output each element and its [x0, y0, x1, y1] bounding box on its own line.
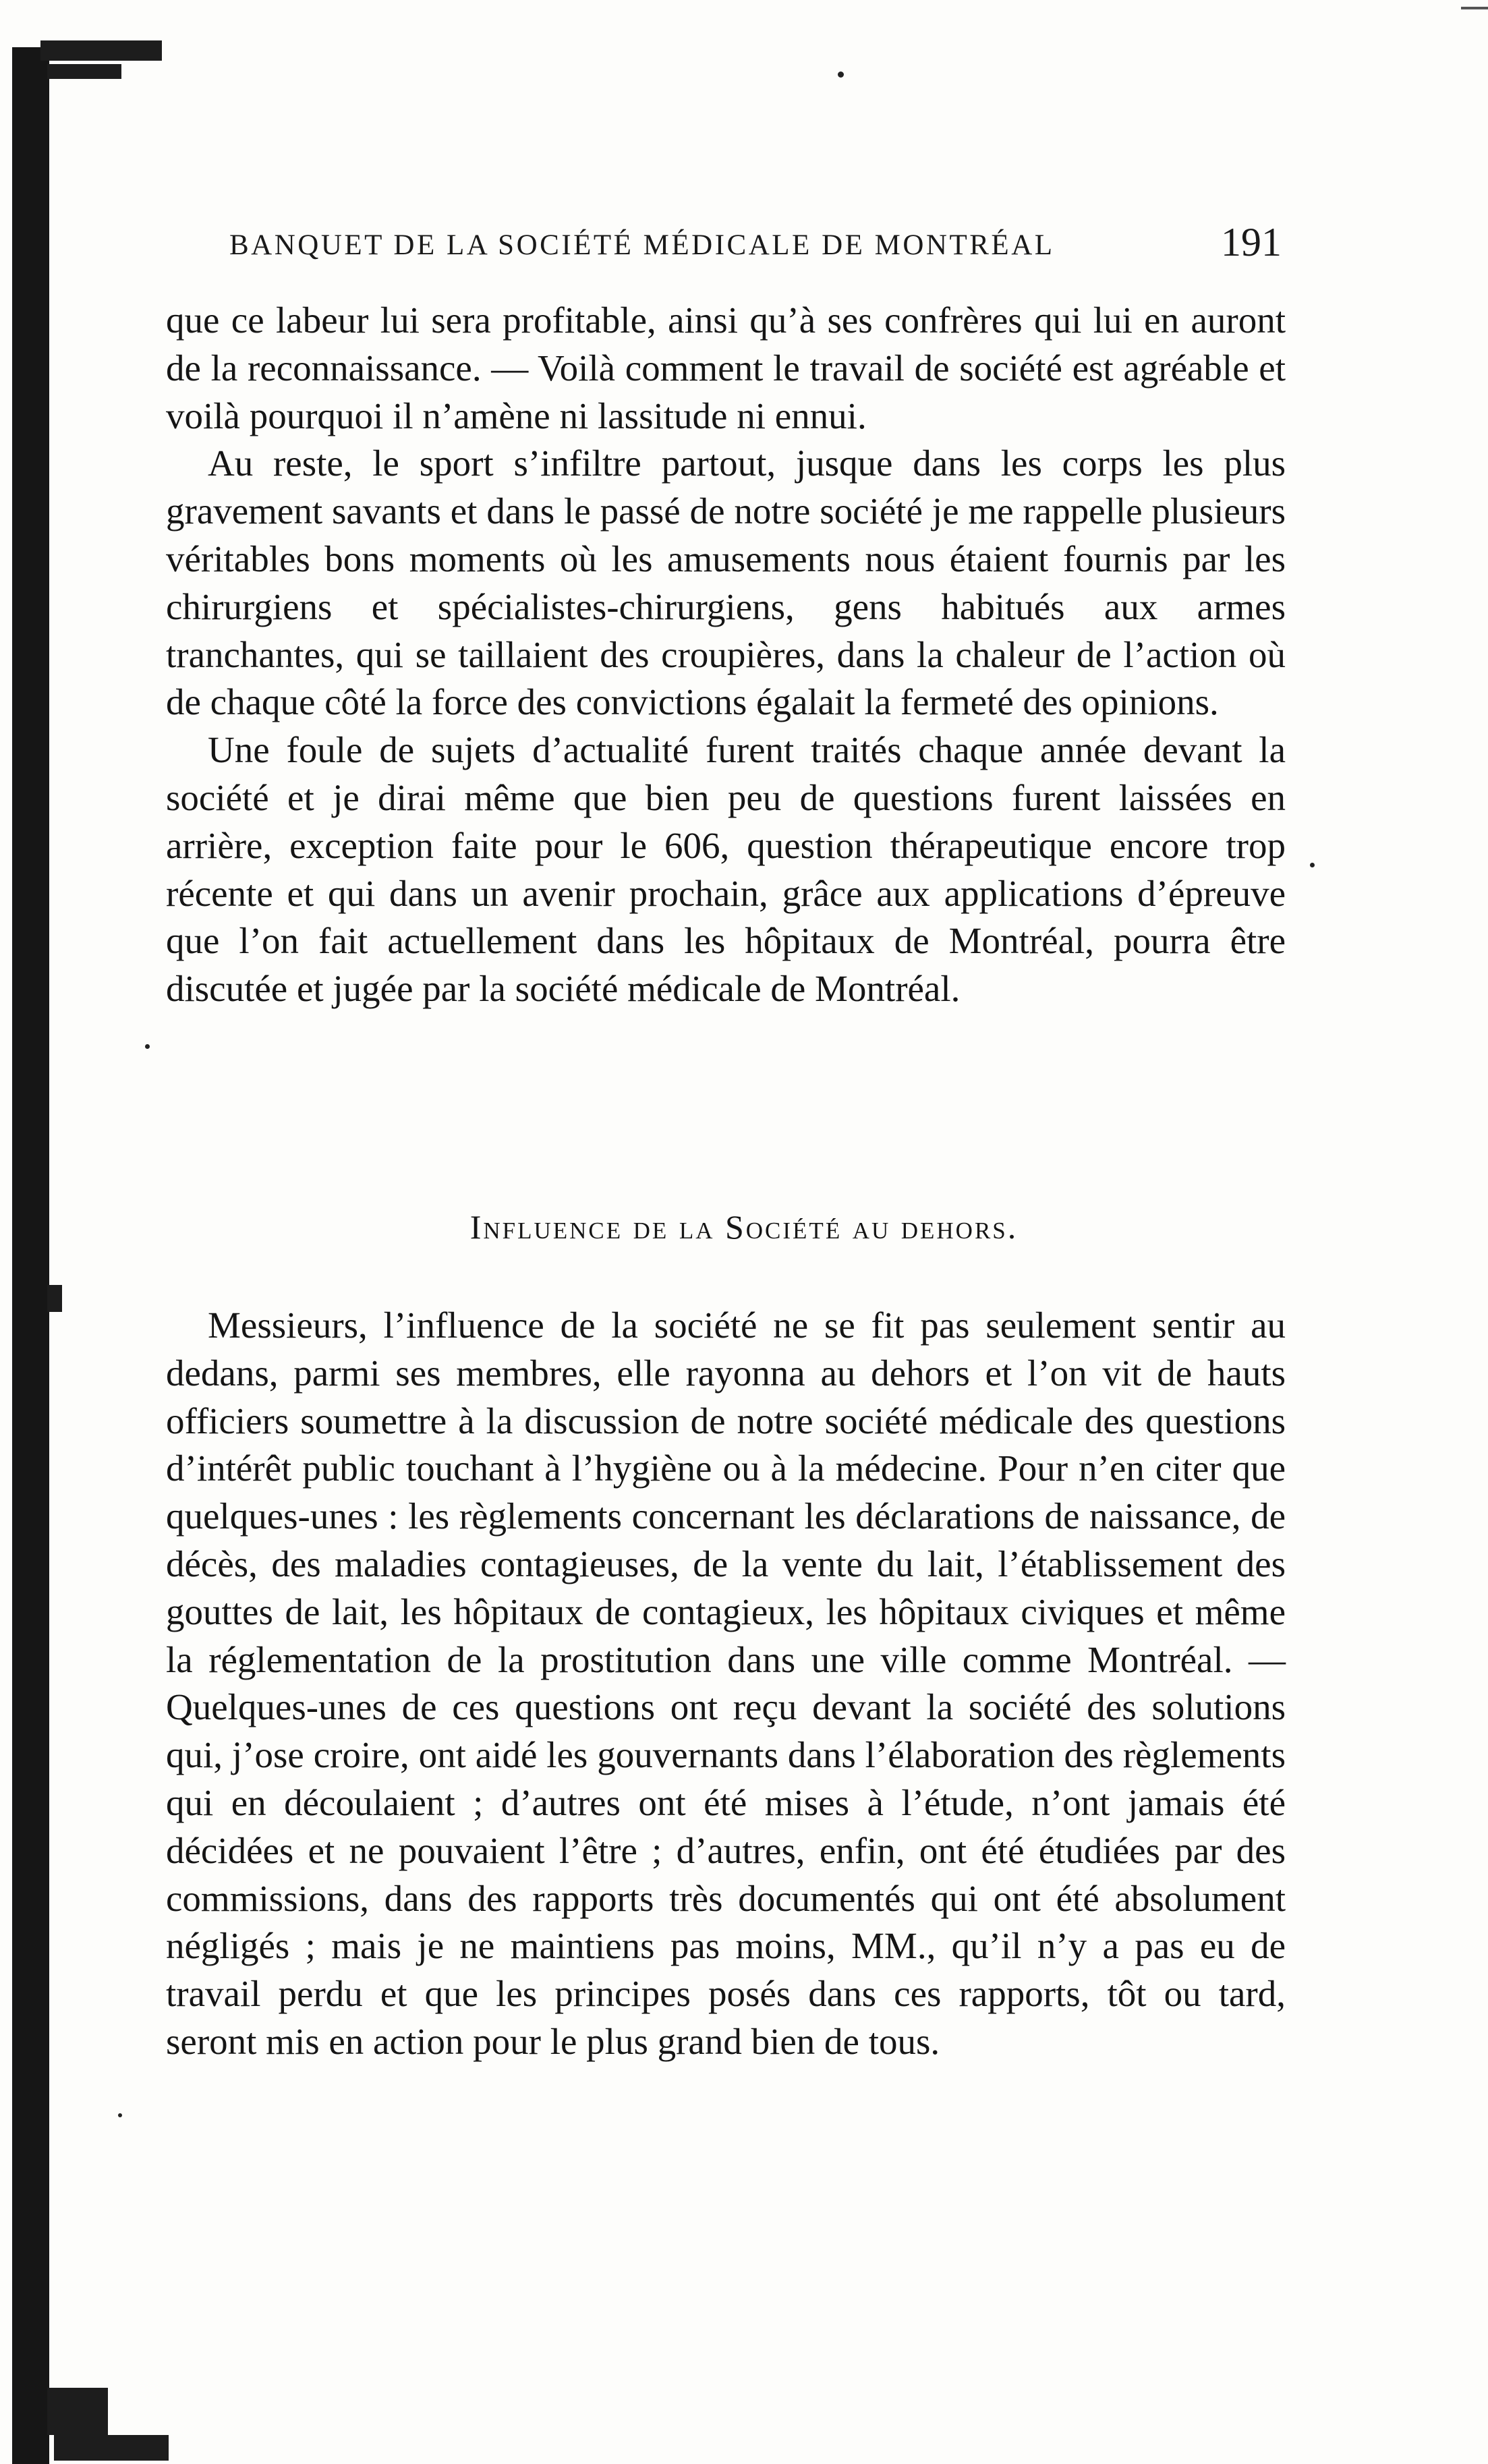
- corner-mark: [1461, 7, 1488, 9]
- binding-speck: [47, 1285, 62, 1312]
- ink-dot: [838, 71, 844, 78]
- ink-dot: [145, 1044, 150, 1049]
- running-head: [229, 219, 1282, 266]
- paragraph: Au reste, le sport s’infiltre partout, jusque dans les corps les plus gravement savants et dans le passé de notre société je me rappelle plusieurs véritables bons moments où les amusements nous étaient fournis par les chirurgiens et spécialistes-chirurgiens, gens habitués aux armes tranchantes, qui se taillaient des croupières, dans la chaleur de l’action où de chaque côté la force des convictions égalait la fermeté des opinions.: [166, 442, 1286, 723]
- binding-speck: [40, 40, 162, 61]
- ink-dot: [118, 2113, 122, 2117]
- paragraph: que ce labeur lui sera profitable, ainsi qu’à ses confrères qui lui en auront de la reconnaissance. — Voilà comment le travail de société est agréable et voilà pourquoi il n’amène ni lassitude ni ennui.: [166, 299, 1286, 436]
- binding-speck: [47, 2388, 108, 2435]
- page-number: 191: [1221, 220, 1282, 264]
- body-text-upper: [166, 297, 1286, 1013]
- ink-dot: [1310, 863, 1315, 867]
- section-heading: Influence de la Société au dehors.: [469, 1208, 1019, 1246]
- paragraph: Une foule de sujets d’actualité furent traités chaque année devant la société et je dirai même que bien peu de questions furent laissées en arrière, exception faite pour le 606, question thérapeutique encore trop récente et qui dans un avenir prochain, grâce aux applications d’épreuve que l’on fait actuellement dans les hôpitaux de Montréal, pourra être discutée et jugée par la société médicale de Montréal.: [166, 729, 1286, 1010]
- binding-speck: [54, 2435, 169, 2461]
- binding-edge: [12, 47, 49, 2464]
- running-head-title: BANQUET DE LA SOCIÉTÉ MÉDICALE DE MONTRÉAL: [229, 229, 1055, 261]
- paragraph: Messieurs, l’influence de la société ne se fit pas seulement sentir au dedans, parmi ses membres, elle rayonna au dehors et l’on vit de hauts officiers soumettre à la discussion de notre société médicale des questions d’intérêt public touchant à l’hygiène ou à la médecine. Pour n’en citer que quelques-unes : les règlements concernant les déclarations de naissance, de décès, des maladies contagieuses, de la vente du lait, l’établissement des gouttes de lait, les hôpitaux de contagieux, les hôpitaux civiques et même la réglementation de la prostitution dans une ville comme Montréal. — Quelques-unes de ces questions ont reçu devant la société des solutions qui, j’ose croire, ont aidé les gouvernants dans l’élaboration des règlements qui en découlaient ; d’autres ont été mises à l’étude, n’ont jamais été décidées et ne pouvaient l’être ; d’autres, enfin, ont été étudiées par des commissions, dans des rapports très documentés qui ont été absolument négligés ; mais je ne maintiens pas moins, MM., qu’il n’y a pas eu de travail perdu et que les principes posés dans ces rapports, tôt ou tard, seront mis en action pour le plus grand bien de tous.: [166, 1305, 1286, 2062]
- binding-speck: [47, 64, 121, 79]
- body-text-lower: [166, 1302, 1286, 2066]
